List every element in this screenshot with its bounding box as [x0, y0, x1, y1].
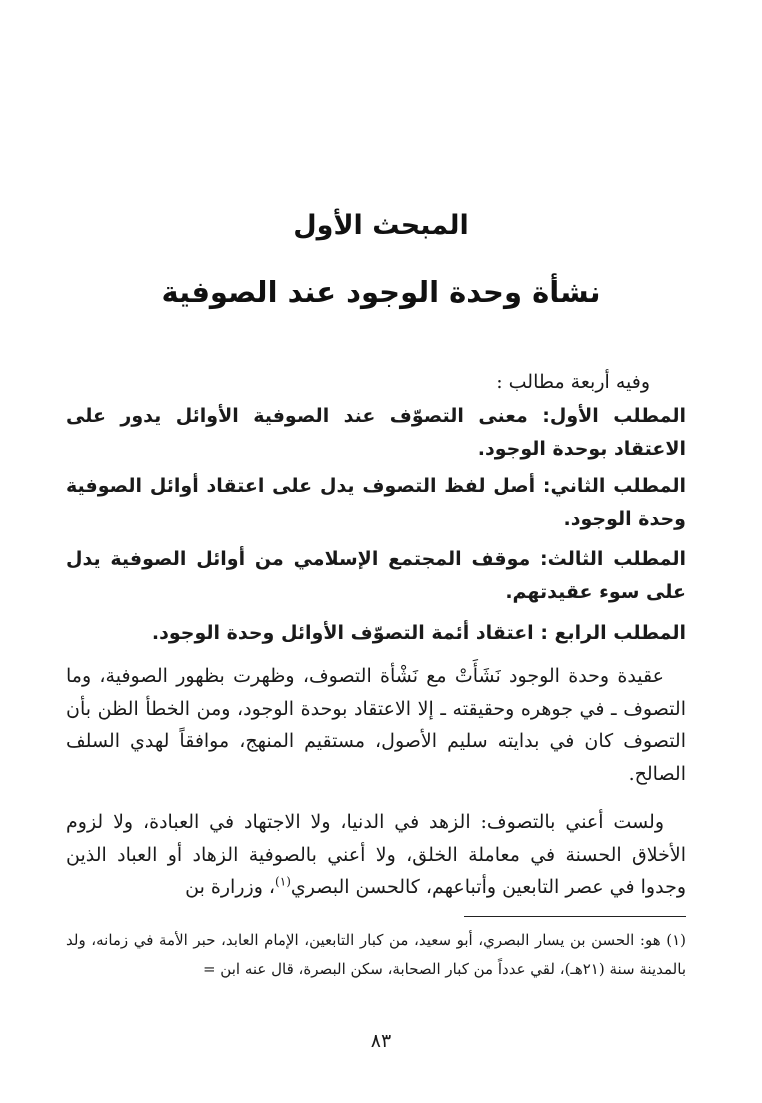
paragraph-text: ، وزرارة بن [185, 876, 276, 899]
intro-line: وفيه أربعة مطالب : [496, 371, 650, 393]
footnote-divider [464, 916, 686, 917]
paragraph-text: ولست أعني بالتصوف: الزهد في الدنيا، ولا الاجتهاد في العبادة، ولا لزوم الأخلاق الحسنة في معاملة الخلق، ولا أعني بالصوفية الزهاد أو العباد الذين وجدوا في عصر التابعين وأتباعهم، كالحسن البصري [66, 811, 686, 899]
footnote: (١) هو: الحسن بن يسار البصري، أبو سعيد، من كبار التابعين، الإمام العابد، حبر الأمة في زمانه، ولد بالمدينة سنة (٢١هـ)، لقي عدداً من كبار الصحابة، سكن البصرة، قال عنه ابن = [66, 931, 686, 978]
item-label: المطلب الرابع : [540, 622, 686, 644]
item-label: المطلب الثاني: [542, 475, 686, 497]
list-item [66, 400, 686, 465]
list-item [66, 617, 686, 650]
item-text: اعتقاد أئمة التصوّف الأوائل وحدة الوجود. [151, 622, 541, 644]
body-paragraph [66, 806, 686, 904]
item-text: معنى التصوّف عند الصوفية الأوائل يدور على الاعتقاد بوحدة الوجود. [66, 405, 686, 460]
footnote-reference[interactable]: (١) [275, 875, 291, 890]
page-number: ٨٣ [370, 1030, 392, 1052]
section-title: نشأة وحدة الوجود عند الصوفية [161, 275, 601, 309]
list-item [66, 543, 686, 608]
item-text: موقف المجتمع الإسلامي من أوائل الصوفية يدل على سوء عقيدتهم. [66, 548, 686, 603]
item-label: المطلب الأول: [542, 405, 687, 427]
section-heading: المبحث الأول [293, 210, 469, 241]
item-text: أصل لفظ التصوف يدل على اعتقاد أوائل الصوفية وحدة الوجود. [66, 475, 686, 530]
list-item [66, 470, 686, 535]
item-label: المطلب الثالث: [540, 548, 686, 570]
body-paragraph: عقيدة وحدة الوجود نَشَأَتْ مع نَشْأة التصوف، وظهرت بظهور الصوفية، وما التصوف ـ في جوهره وحقيقته ـ إلا الاعتقاد بوحدة الوجود، ومن الخطأ الظن بأن التصوف كان في بدايته سليم الأصول، مستقيم المنهج، موافقاً لهدي السلف الصالح. [66, 665, 686, 786]
